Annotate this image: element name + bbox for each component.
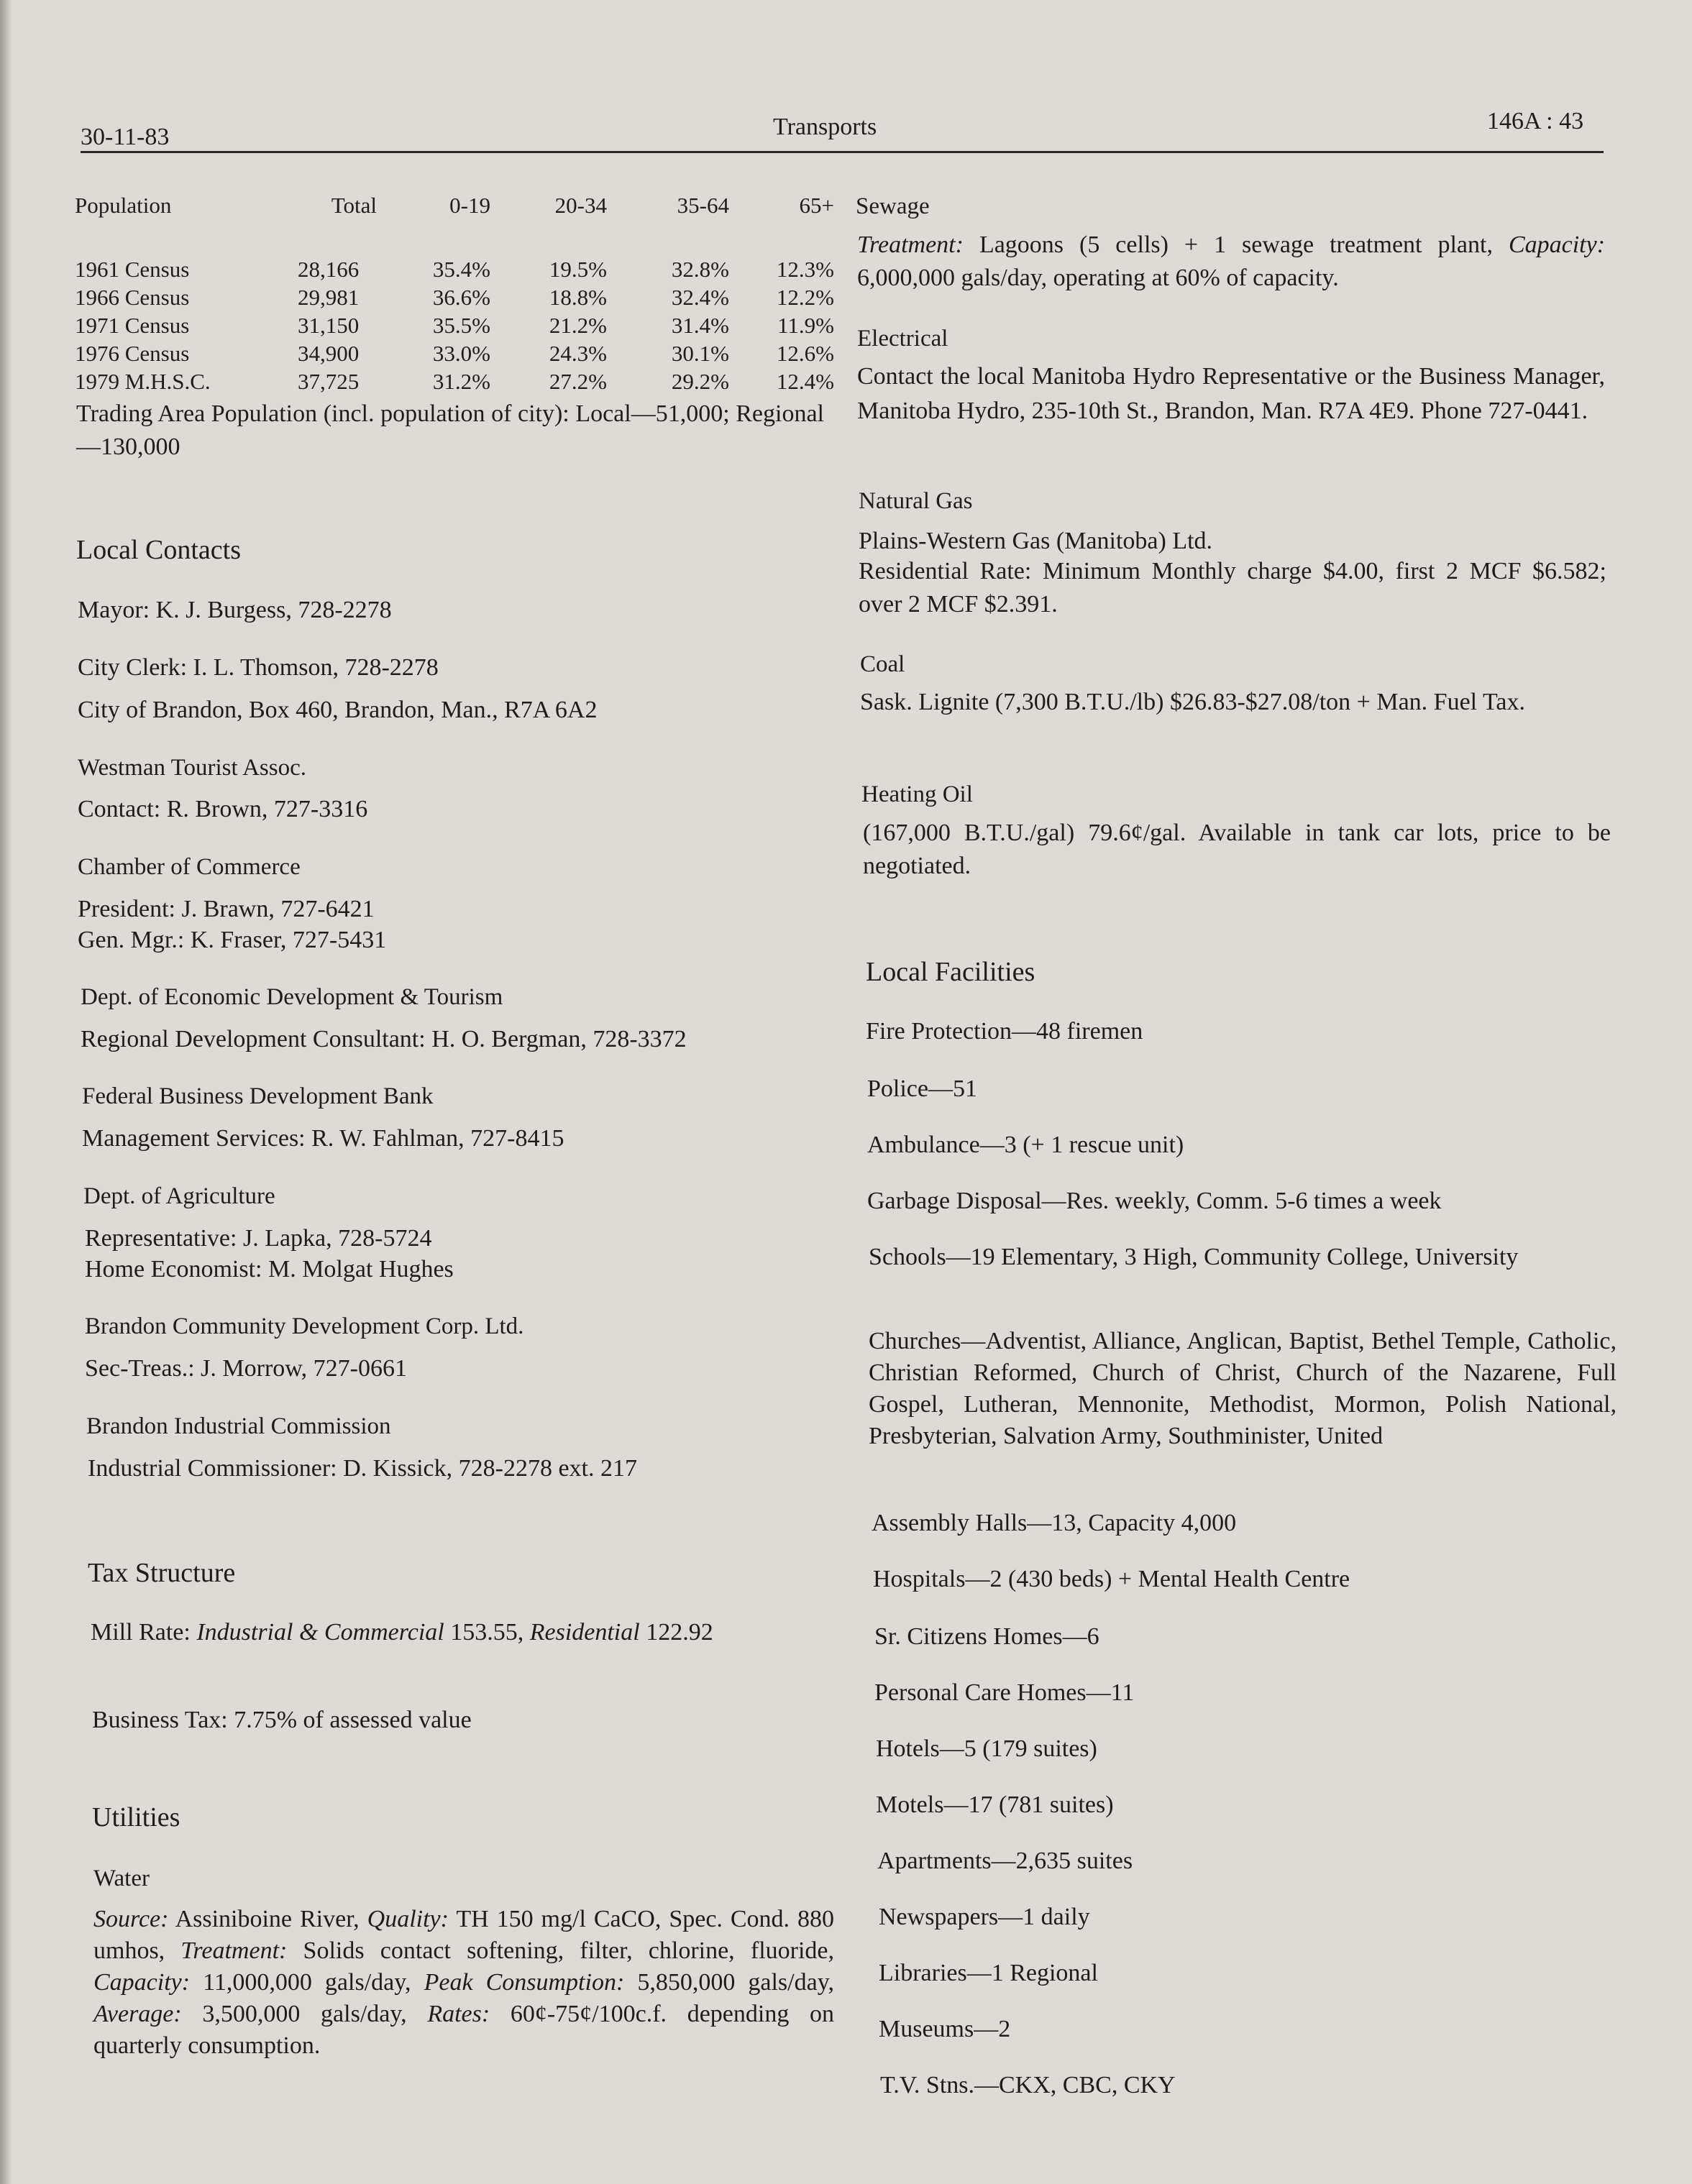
tax-mill-rate — [91, 1616, 846, 1649]
tax-structure-heading: Tax Structure — [88, 1558, 236, 1588]
facility-garbage: Garbage Disposal—Res. weekly, Comm. 5-6 times a week — [867, 1188, 1442, 1214]
water-treatment: Solids contact softening, filter, chlorine, fluoride, — [303, 1937, 835, 1964]
contact-chamber-president: President: J. Brawn, 727-6421 — [78, 896, 375, 922]
header-page-number: 146A : 43 — [1487, 108, 1584, 134]
population-table-header — [75, 193, 834, 227]
contact-econ-consultant: Regional Development Consultant: H. O. Bergman, 728-3372 — [81, 1026, 687, 1052]
table-cell: 21.2% — [549, 312, 607, 338]
facility-tv-stations: T.V. Stns.—CKX, CBC, CKY — [880, 2072, 1176, 2098]
natural-gas-company: Plains-Western Gas (Manitoba) Ltd. — [859, 528, 1213, 554]
industrial-label: Industrial & Commercial — [196, 1619, 444, 1646]
table-cell: 1966 Census — [75, 284, 190, 310]
table-cell: 32.4% — [671, 284, 729, 310]
industrial-value: 153.55, — [450, 1619, 524, 1646]
table-cell: 19.5% — [549, 256, 607, 282]
water-source: Assiniboine River, — [175, 1906, 360, 1932]
facility-hotels: Hotels—5 (179 suites) — [876, 1735, 1097, 1762]
table-cell: 1976 Census — [75, 340, 190, 366]
water-rates-label: Rates: — [427, 2001, 490, 2027]
table-row — [75, 367, 834, 395]
sewage-treatment: Lagoons (5 cells) + 1 sewage treatment plant, — [979, 231, 1493, 258]
facility-museums: Museums—2 — [879, 2016, 1011, 2042]
sewage-details — [857, 229, 1605, 295]
residential-value: 122.92 — [646, 1619, 713, 1646]
water-details — [93, 1904, 834, 2062]
natural-gas-rate: Residential Rate: Minimum Monthly charge $4.00, first 2 MCF $6.582; over 2 MCF $2.391. — [859, 558, 1606, 618]
water-average: 3,500,000 gals/day, — [202, 2001, 407, 2027]
table-row — [75, 339, 834, 367]
mill-rate-label: Mill Rate: — [91, 1619, 191, 1646]
table-cell: 18.8% — [549, 284, 607, 310]
header-date: 30-11-83 — [81, 124, 170, 150]
table-cell: 35.5% — [432, 312, 490, 338]
table-row — [75, 283, 834, 311]
facility-personal-care: Personal Care Homes—11 — [874, 1679, 1135, 1706]
water-source-label: Source: — [93, 1906, 169, 1932]
contact-chamber-gm: Gen. Mgr.: K. Fraser, 727-5431 — [78, 927, 387, 953]
table-cell: 1971 Census — [75, 312, 190, 338]
contact-chamber: Chamber of Commerce — [78, 854, 301, 880]
table-cell: 33.0% — [432, 340, 490, 366]
contact-fbdb-management: Management Services: R. W. Fahlman, 727-8415 — [82, 1125, 564, 1152]
residential-label: Residential — [529, 1619, 640, 1646]
table-row — [75, 311, 834, 339]
sewage-treatment-label: Treatment: — [857, 231, 964, 258]
water-quality-label: Quality: — [367, 1906, 449, 1932]
table-header-cell: 0-19 — [449, 193, 490, 218]
facility-seniors: Sr. Citizens Homes—6 — [874, 1623, 1099, 1650]
heating-oil-details: (167,000 B.T.U./gal) 79.6¢/gal. Available in tank car lots, price to be negotiated. — [863, 820, 1611, 879]
table-cell: 31.4% — [671, 312, 729, 338]
table-header-cell: 65+ — [799, 193, 834, 218]
population-table — [75, 193, 834, 395]
table-cell: 37,725 — [298, 368, 360, 394]
table-header-cell: Population — [75, 193, 172, 218]
water-peak-label: Peak Consumption: — [424, 1969, 625, 1996]
contact-tourist-contact: Contact: R. Brown, 727-3316 — [78, 796, 368, 822]
water-capacity-label: Capacity: — [93, 1969, 191, 1996]
coal-details: Sask. Lignite (7,300 B.T.U./lb) $26.83-$27.08/ton + Man. Fuel Tax. — [860, 689, 1525, 715]
table-cell: 32.8% — [671, 256, 729, 282]
sewage-capacity-label: Capacity: — [1508, 231, 1606, 258]
table-cell: 12.2% — [776, 284, 834, 310]
electrical-details: Contact the local Manitoba Hydro Representative or the Business Manager, Manitoba Hydro, 235-10th St., Brandon, Man. R7A 4E9. Phone 727-0441. — [857, 363, 1605, 424]
trading-area-population: Trading Area Population (incl. population of city): Local—51,000; Regional—130,000 — [76, 400, 824, 460]
natural-gas-heading: Natural Gas — [859, 488, 973, 514]
facility-schools: Schools—19 Elementary, 3 High, Community College, University — [869, 1244, 1519, 1270]
table-cell: 24.3% — [549, 340, 607, 366]
contact-mayor: Mayor: K. J. Burgess, 728-2278 — [78, 597, 392, 623]
water-heading: Water — [93, 1866, 150, 1891]
contact-agriculture: Dept. of Agriculture — [83, 1183, 275, 1209]
facility-newspapers: Newspapers—1 daily — [879, 1904, 1090, 1930]
heating-oil-heading: Heating Oil — [861, 781, 973, 807]
contact-tourist-assoc: Westman Tourist Assoc. — [78, 755, 306, 781]
water-rates: 60¢-75¢/100c.f. depending on quarterly consumption. — [93, 2001, 835, 2059]
facility-ambulance: Ambulance—3 (+ 1 rescue unit) — [867, 1132, 1184, 1158]
table-cell: 1961 Census — [75, 256, 190, 282]
table-cell: 12.3% — [776, 256, 834, 282]
table-cell: 29,981 — [298, 284, 360, 310]
water-average-label: Average: — [93, 2001, 182, 2027]
table-cell: 29.2% — [671, 368, 729, 394]
contact-city-clerk: City Clerk: I. L. Thomson, 728-2278 — [78, 654, 439, 681]
table-cell: 28,166 — [298, 256, 360, 282]
tax-business: Business Tax: 7.75% of assessed value — [92, 1707, 472, 1733]
utilities-heading: Utilities — [92, 1802, 180, 1832]
table-cell: 35.4% — [432, 256, 490, 282]
contact-home-economist: Home Economist: M. Molgat Hughes — [85, 1256, 454, 1283]
table-header-cell: 20-34 — [554, 193, 607, 218]
water-peak: 5,850,000 gals/day, — [637, 1969, 834, 1996]
table-cell: 12.6% — [776, 340, 834, 366]
table-header-cell: 35-64 — [677, 193, 729, 218]
water-treatment-label: Treatment: — [180, 1937, 288, 1964]
table-cell: 31,150 — [298, 312, 360, 338]
table-cell: 27.2% — [549, 368, 607, 394]
header-title: Transports — [773, 114, 877, 140]
table-header-cell: Total — [331, 193, 377, 218]
water-capacity: 11,000,000 gals/day, — [203, 1969, 411, 1996]
facility-motels: Motels—17 (781 suites) — [876, 1791, 1114, 1818]
facility-libraries: Libraries—1 Regional — [879, 1960, 1098, 1986]
contact-bcdc-sec: Sec-Treas.: J. Morrow, 727-0661 — [85, 1355, 407, 1382]
electrical-heading: Electrical — [857, 326, 948, 352]
contact-fbdb: Federal Business Development Bank — [82, 1083, 434, 1109]
table-cell: 12.4% — [776, 368, 834, 394]
contact-industrial-commission: Brandon Industrial Commission — [86, 1413, 391, 1439]
table-cell: 1979 M.H.S.C. — [75, 368, 211, 394]
table-cell: 34,900 — [298, 340, 360, 366]
table-cell: 36.6% — [432, 284, 490, 310]
table-row — [75, 255, 834, 283]
contact-econ-dept: Dept. of Economic Development & Tourism — [81, 984, 503, 1010]
facility-hospitals: Hospitals—2 (430 beds) + Mental Health Centre — [873, 1566, 1350, 1592]
contact-city-address: City of Brandon, Box 460, Brandon, Man., R7A 6A2 — [78, 697, 598, 723]
sewage-heading: Sewage — [856, 193, 930, 219]
water-quality: TH 150 mg/l CaCO, Spec. Cond. 880 umhos, — [93, 1906, 835, 1964]
local-contacts-heading: Local Contacts — [76, 535, 241, 565]
page-spine-shadow — [0, 0, 12, 2184]
facility-police: Police—51 — [867, 1075, 977, 1102]
contact-bcdc: Brandon Community Development Corp. Ltd. — [85, 1313, 524, 1339]
local-facilities-heading: Local Facilities — [866, 957, 1035, 987]
facility-churches: Churches—Adventist, Alliance, Anglican, Baptist, Bethel Temple, Catholic, Christian Reformed, Church of Christ, Church of the Nazarene, Full Gospel, Lutheran, Mennonite, Methodist, Mormon, Polish National, Presbyterian, Salvation Army, Southminister, United — [869, 1328, 1616, 1449]
facility-apartments: Apartments—2,635 suites — [877, 1848, 1133, 1874]
table-cell: 11.9% — [777, 312, 834, 338]
facility-assembly-halls: Assembly Halls—13, Capacity 4,000 — [872, 1510, 1237, 1536]
facility-fire: Fire Protection—48 firemen — [866, 1018, 1143, 1045]
coal-heading: Coal — [860, 651, 905, 677]
table-cell: 31.2% — [432, 368, 490, 394]
contact-agriculture-rep: Representative: J. Lapka, 728-5724 — [85, 1225, 432, 1252]
header-rule — [81, 151, 1604, 153]
contact-industrial-commissioner: Industrial Commissioner: D. Kissick, 728-2278 ext. 217 — [88, 1455, 638, 1482]
table-cell: 30.1% — [671, 340, 729, 366]
sewage-capacity: 6,000,000 gals/day, operating at 60% of capacity. — [857, 265, 1339, 291]
